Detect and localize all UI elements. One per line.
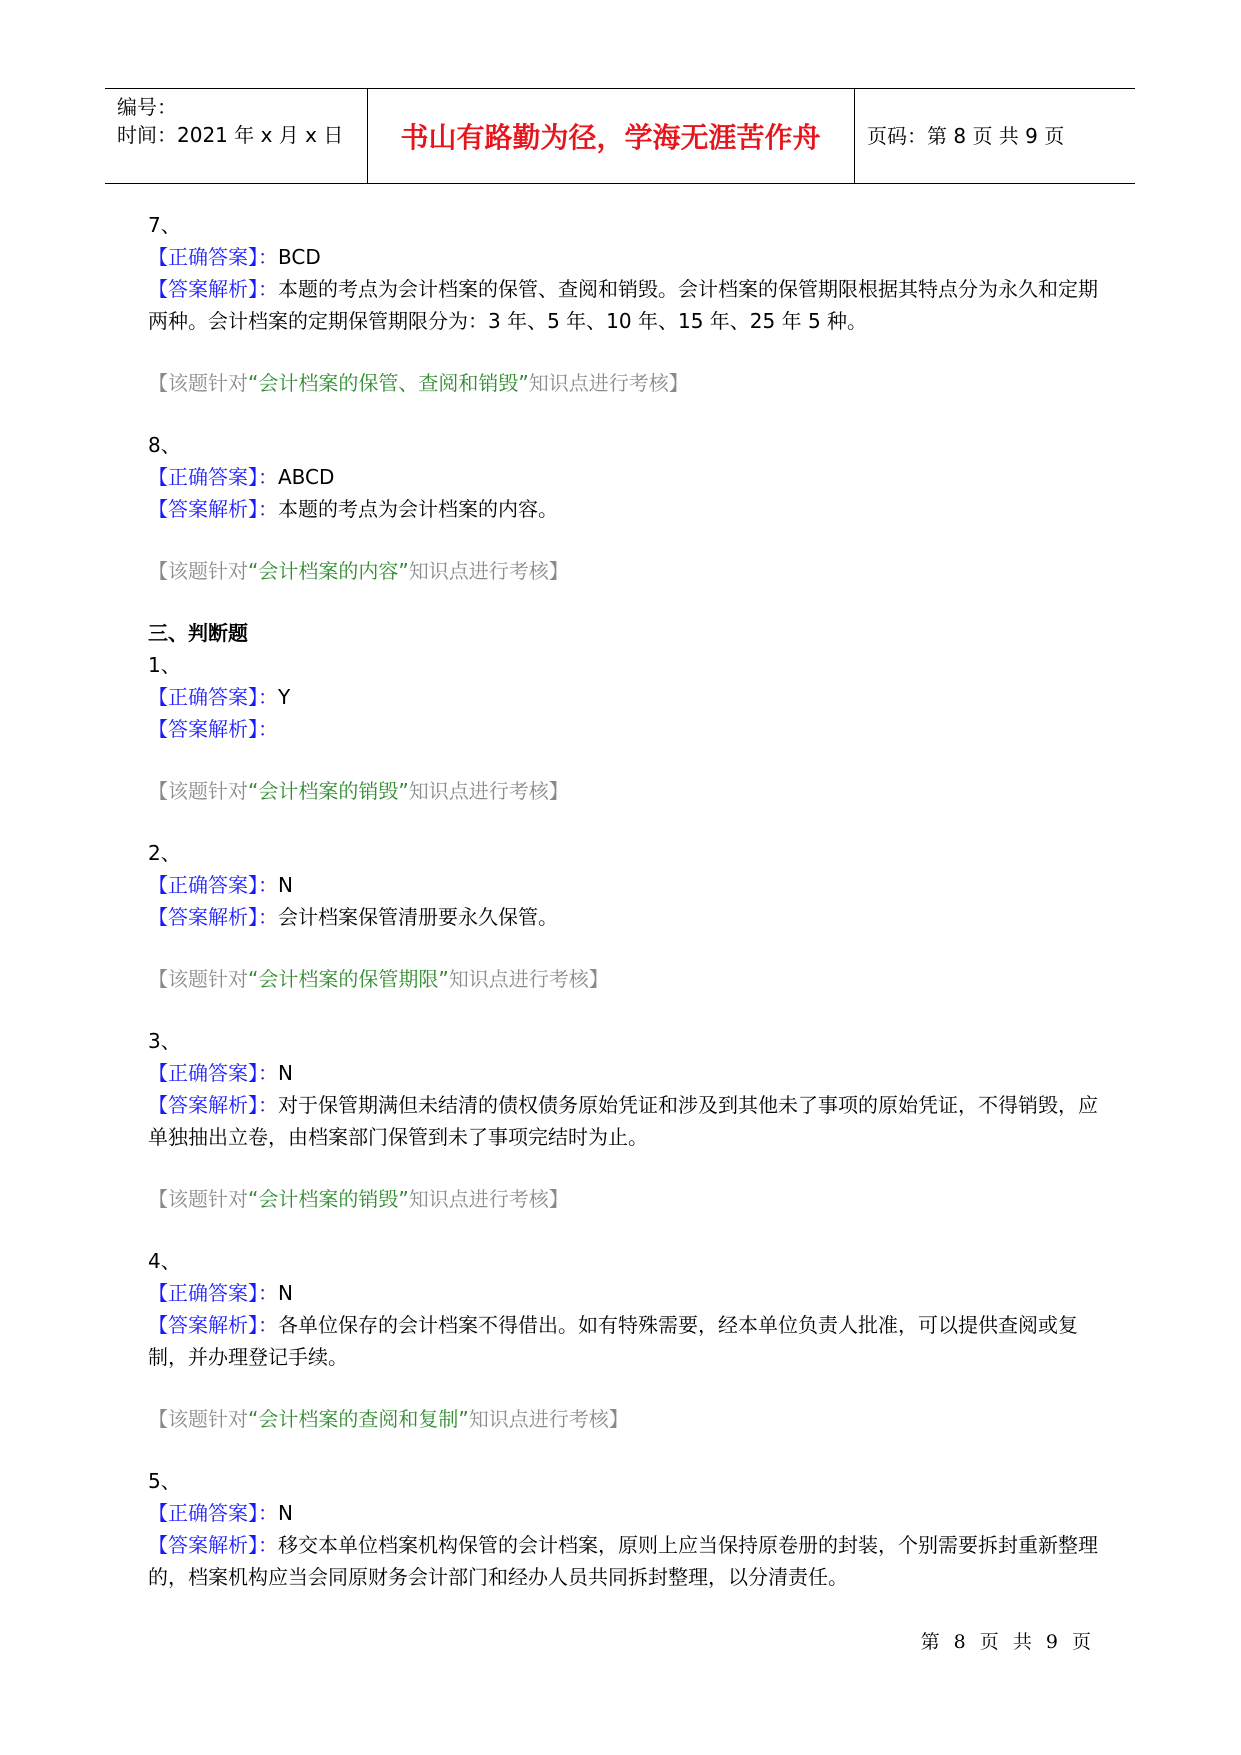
topic-suffix: 知识点进行考核】 — [408, 1187, 569, 1211]
answer-value: BCD — [278, 245, 321, 269]
answer-value: N — [278, 1061, 293, 1085]
question-number: 1、 — [148, 653, 181, 677]
topic-suffix: 知识点进行考核】 — [408, 559, 569, 583]
section-title: 三、判断题 — [148, 621, 248, 645]
analysis-text: 对于保管期满但未结清的债权债务原始凭证和涉及到其他未了事项的原始凭证，不得销毁，应单独抽出立卷，由档案部门保管到未了事项完结时为止。 — [148, 1093, 1098, 1149]
analysis-text: 本题的考点为会计档案的保管、查阅和销毁。会计档案的保管期限根据其特点分为永久和定期两种。会计档案的定期保管期限分为：3 年、5 年、10 年、15 年、25 年 5 种。 — [148, 277, 1098, 333]
page-header — [105, 88, 1135, 184]
topic-prefix: 【该题针对 — [148, 1187, 248, 1211]
page-footer: 第 8 页 共 9 页 — [920, 1631, 1091, 1653]
analysis-label: 【答案解析】： — [148, 717, 278, 741]
header-left — [117, 93, 343, 149]
question-item — [148, 649, 1098, 807]
analysis-line — [148, 713, 1098, 745]
topic-name: “会计档案的保管、查阅和销毁” — [248, 371, 529, 395]
analysis-text: 移交本单位档案机构保管的会计档案，原则上应当保持原卷册的封装，个别需要拆封重新整理的，档案机构应当会同原财务会计部门和经办人员共同拆封整理，以分清责任。 — [148, 1533, 1098, 1589]
topic-suffix: 知识点进行考核】 — [448, 967, 609, 991]
analysis-label: 【答案解析】： — [148, 1313, 278, 1337]
document-body — [148, 209, 1098, 1593]
answer-line — [148, 681, 1098, 713]
answer-label: 【正确答案】： — [148, 1281, 278, 1305]
number-label: 编号： — [117, 95, 177, 119]
answer-label: 【正确答案】： — [148, 1501, 278, 1525]
analysis-label: 【答案解析】： — [148, 497, 278, 521]
question-number: 2、 — [148, 841, 181, 865]
time-label: 时间：2021 年 x 月 x 日 — [117, 123, 344, 147]
analysis-text: 各单位保存的会计档案不得借出。如有特殊需要，经本单位负责人批准，可以提供查阅或复制，并办理登记手续。 — [148, 1313, 1078, 1369]
header-motto: 书山有路勤为径，学海无涯苦作舟 — [400, 121, 821, 154]
question-item — [148, 837, 1098, 995]
analysis-line — [148, 1529, 1098, 1593]
answer-value: Y — [278, 685, 291, 709]
question-item — [148, 1465, 1098, 1593]
answer-label: 【正确答案】： — [148, 465, 278, 489]
answer-line — [148, 1057, 1098, 1089]
answer-label: 【正确答案】： — [148, 245, 278, 269]
answer-value: N — [278, 1501, 293, 1525]
topic-name: “会计档案的内容” — [248, 559, 409, 583]
analysis-line — [148, 1089, 1098, 1153]
question-number: 8、 — [148, 433, 181, 457]
answer-value: N — [278, 1281, 293, 1305]
analysis-label: 【答案解析】： — [148, 277, 278, 301]
question-number: 5、 — [148, 1469, 181, 1493]
topic-line — [148, 775, 1098, 807]
question-item — [148, 209, 1098, 399]
analysis-text: 本题的考点为会计档案的内容。 — [278, 497, 558, 521]
question-item — [148, 429, 1098, 587]
question-number: 4、 — [148, 1249, 181, 1273]
answer-line — [148, 869, 1098, 901]
topic-prefix: 【该题针对 — [148, 967, 248, 991]
topic-name: “会计档案的保管期限” — [248, 967, 449, 991]
topic-line — [148, 367, 1098, 399]
answer-label: 【正确答案】： — [148, 1061, 278, 1085]
analysis-label: 【答案解析】： — [148, 1533, 278, 1557]
topic-prefix: 【该题针对 — [148, 371, 248, 395]
answer-line — [148, 1277, 1098, 1309]
header-page-label: 页码：第 8 页 共 9 页 — [867, 124, 1065, 148]
question-number: 3、 — [148, 1029, 181, 1053]
answer-value: N — [278, 873, 293, 897]
answer-label: 【正确答案】： — [148, 873, 278, 897]
topic-prefix: 【该题针对 — [148, 779, 248, 803]
answer-value: ABCD — [278, 465, 335, 489]
topic-line — [148, 1183, 1098, 1215]
answer-line — [148, 461, 1098, 493]
answer-line — [148, 1497, 1098, 1529]
topic-line — [148, 1403, 1098, 1435]
answer-line — [148, 241, 1098, 273]
analysis-line — [148, 273, 1098, 337]
analysis-line — [148, 901, 1098, 933]
topic-prefix: 【该题针对 — [148, 559, 248, 583]
topic-prefix: 【该题针对 — [148, 1407, 248, 1431]
answer-label: 【正确答案】： — [148, 685, 278, 709]
topic-name: “会计档案的查阅和复制” — [248, 1407, 469, 1431]
analysis-text: 会计档案保管清册要永久保管。 — [278, 905, 558, 929]
topic-name: “会计档案的销毁” — [248, 779, 409, 803]
topic-suffix: 知识点进行考核】 — [468, 1407, 629, 1431]
question-item — [148, 1245, 1098, 1435]
analysis-label: 【答案解析】： — [148, 1093, 278, 1117]
analysis-line — [148, 1309, 1098, 1373]
question-item — [148, 1025, 1098, 1215]
analysis-label: 【答案解析】： — [148, 905, 278, 929]
header-divider — [854, 89, 855, 183]
analysis-line — [148, 493, 1098, 525]
topic-name: “会计档案的销毁” — [248, 1187, 409, 1211]
topic-suffix: 知识点进行考核】 — [528, 371, 689, 395]
topic-line — [148, 555, 1098, 587]
topic-line — [148, 963, 1098, 995]
question-number: 7、 — [148, 213, 181, 237]
topic-suffix: 知识点进行考核】 — [408, 779, 569, 803]
